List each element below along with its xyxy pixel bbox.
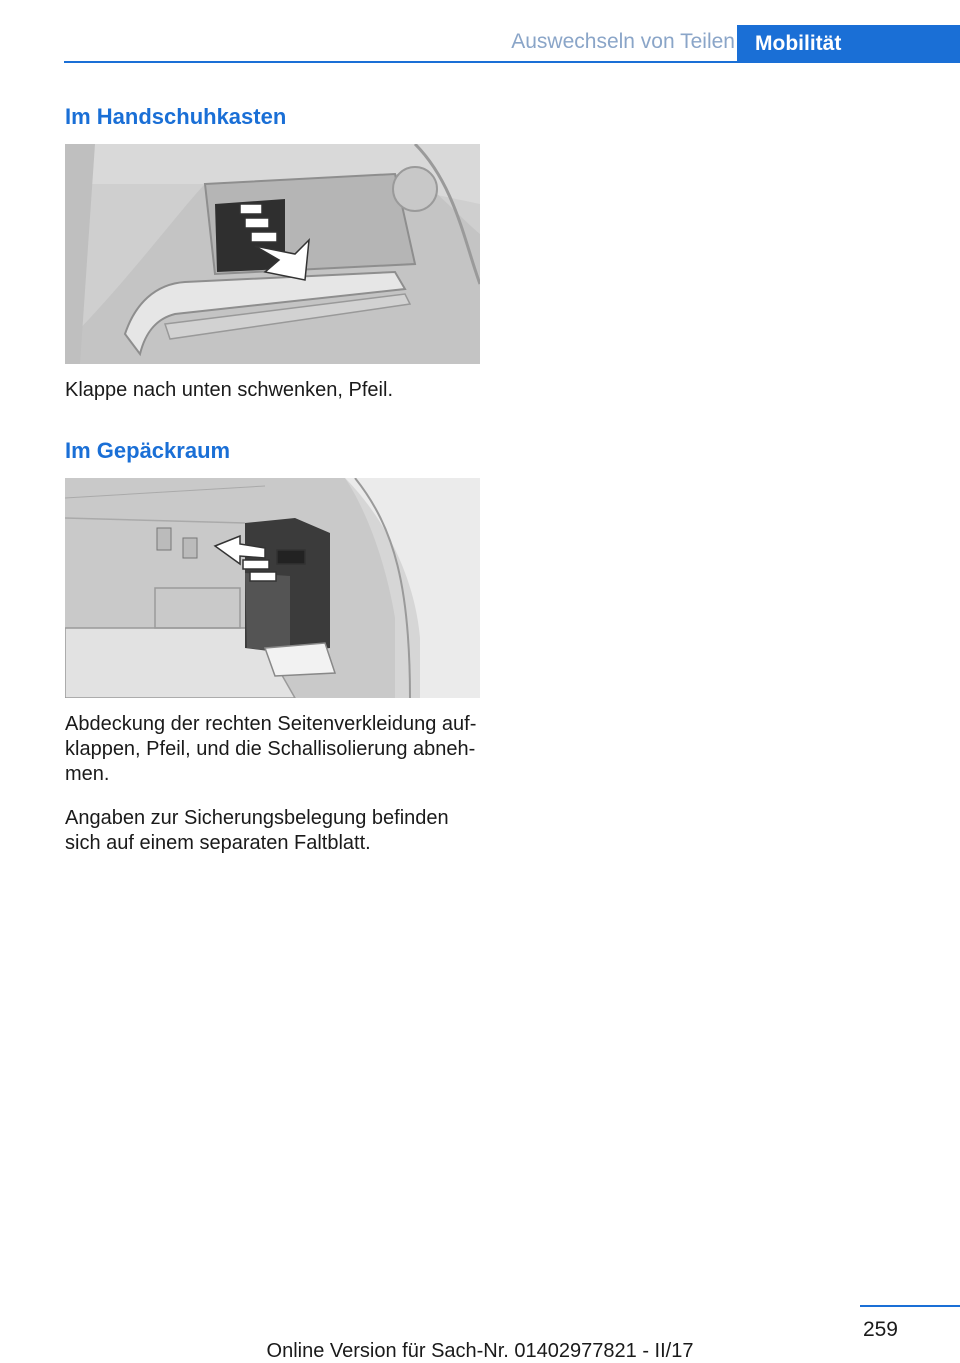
fuse-assignment-note: Angaben zur Sicherungsbelegung befinden sich auf einem separaten Faltblatt. (65, 807, 449, 854)
running-header-section: Auswechseln von Teilen (511, 30, 735, 53)
page-number: 259 (862, 1318, 898, 1341)
chapter-tab: Mobilität (737, 25, 960, 63)
header-rule (64, 61, 960, 63)
section-heading-luggage: Im Gepäckraum (65, 438, 231, 463)
luggage-caption: Abdeckung der rechten Seitenverkleidung auf-klappen, Pfeil, und die Schallisolierung abneh-men. (65, 713, 477, 785)
footer-rule (860, 1305, 960, 1307)
luggage-compartment-illustration (65, 478, 480, 698)
glovebox-caption: Klappe nach unten schwenken, Pfeil. (65, 379, 393, 401)
section-heading-glovebox: Im Handschuhkasten (65, 104, 287, 129)
footer-version-line: Online Version für Sach-Nr. 01402977821 - II/17 (266, 1340, 694, 1362)
glovebox-illustration (65, 144, 480, 364)
